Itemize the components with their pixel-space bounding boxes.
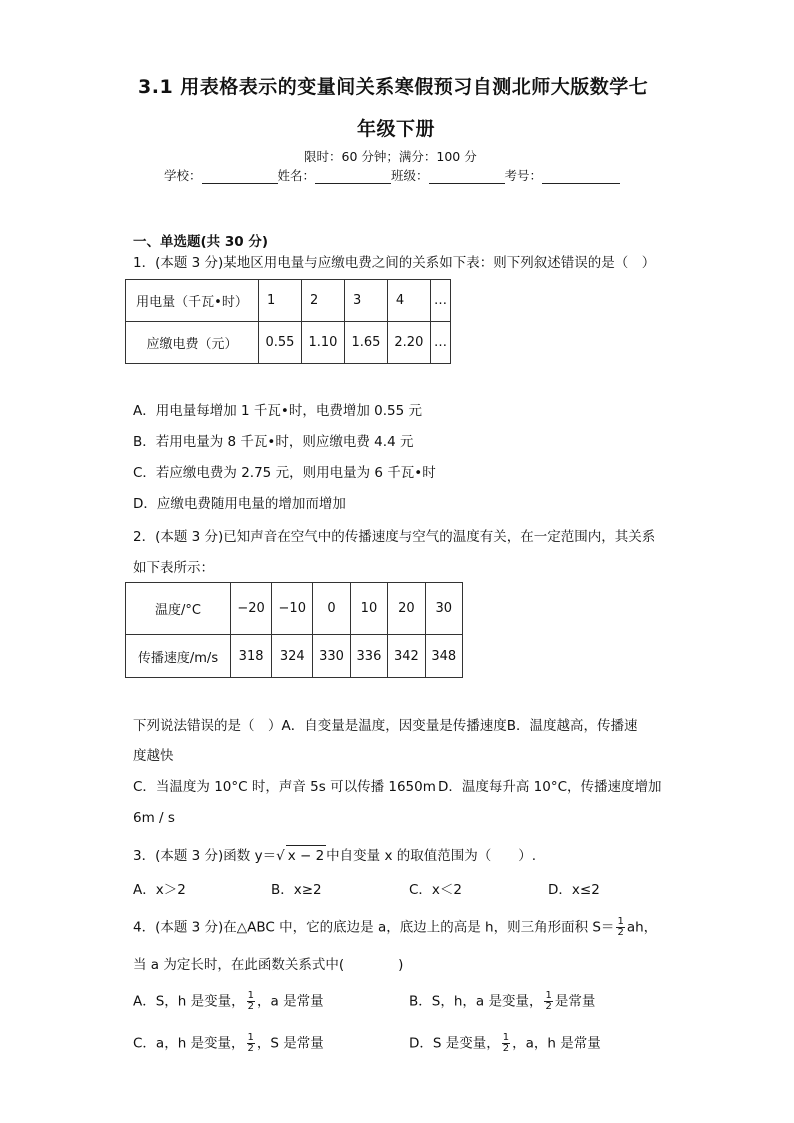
question-4-stem-text: 4．(本题 3 分)在△ABC 中，它的底边是 a，底边上的高是 h，则三角形面积 S＝ — [133, 919, 615, 936]
table-cell: 1.10 — [301, 322, 344, 364]
question-2-table — [125, 582, 463, 678]
table-cell: 324 — [272, 635, 313, 678]
question-3-option-a: A．x＞2 — [133, 882, 186, 898]
name-field[interactable] — [315, 169, 391, 184]
sqrt-icon: √ — [276, 848, 285, 864]
option-text: 是常量 — [554, 993, 596, 1010]
option-text: A．S，h 是变量， — [133, 993, 245, 1010]
student-info-line — [164, 166, 620, 184]
option-text: B．S，h，a 是变量， — [409, 993, 543, 1010]
question-2-option-d: D．温度每升高 10°C，传播速度增加 — [438, 779, 662, 795]
page-title-continued: 年级下册 — [357, 118, 436, 140]
table-cell: 应缴电费（元） — [126, 322, 259, 364]
number-field[interactable] — [542, 169, 620, 184]
question-1-table — [125, 279, 451, 364]
table-cell: −20 — [231, 583, 272, 635]
question-4-option-d — [409, 1033, 601, 1054]
table-cell: 2.20 — [387, 322, 430, 364]
table-cell: 1.65 — [344, 322, 387, 364]
fraction-half — [616, 917, 624, 938]
question-4-stem-continued: 当 a 为定长时，在此函数关系式中( ) — [133, 957, 404, 973]
table-cell: 30 — [425, 583, 462, 635]
table-cell: 用电量（千瓦•时） — [126, 280, 259, 322]
name-label: 姓名： — [277, 168, 316, 183]
radicand: x − 2 — [286, 845, 326, 866]
page-title: 3.1 用表格表示的变量间关系寒假预习自测北师大版数学七 — [138, 76, 649, 98]
class-label: 班级： — [391, 168, 429, 183]
fraction-numerator: 1 — [545, 990, 552, 1001]
question-2-option-d-continued: 6m / s — [133, 810, 175, 826]
fraction-numerator: 1 — [502, 1032, 510, 1043]
question-3-stem — [133, 845, 536, 866]
table-cell: 342 — [388, 635, 425, 678]
fraction-denominator: 2 — [247, 1043, 254, 1054]
table-cell: 330 — [313, 635, 350, 678]
class-field[interactable] — [429, 169, 505, 184]
option-text: ，S 是常量 — [256, 1035, 324, 1052]
table-cell: … — [430, 280, 450, 322]
question-3-option-c: C．x＜2 — [409, 882, 463, 898]
table-cell: 3 — [344, 280, 387, 322]
question-4-option-a — [133, 991, 324, 1012]
table-cell: 传播速度/m/s — [126, 635, 231, 678]
school-field[interactable] — [202, 169, 278, 184]
fraction-denominator: 2 — [617, 927, 624, 938]
fraction-half — [247, 1033, 255, 1054]
table-cell: 温度/°C — [126, 583, 231, 635]
fraction-numerator: 1 — [247, 990, 255, 1001]
question-3-option-b: B．x≥2 — [271, 882, 322, 898]
table-cell: 0 — [313, 583, 350, 635]
question-4-stem-tail: ah， — [626, 919, 658, 936]
question-2-stem-continued: 如下表所示： — [133, 560, 214, 576]
question-1-option-b: B．若用电量为 8 千瓦•时，则应缴电费 4.4 元 — [133, 434, 414, 450]
table-cell: −10 — [272, 583, 313, 635]
option-text: C．a，h 是变量， — [133, 1035, 245, 1052]
table-cell: 348 — [425, 635, 462, 678]
table-cell: 2 — [301, 280, 344, 322]
section-heading: 一、单选题(共 30 分) — [133, 234, 269, 250]
table-cell: 10 — [350, 583, 387, 635]
question-2-options-line: 度越快 — [133, 748, 174, 764]
fraction-denominator: 2 — [247, 1001, 255, 1012]
question-3-stem-text: 3．(本题 3 分)函数 y＝ — [133, 848, 277, 864]
question-4-option-b — [409, 991, 595, 1012]
number-label: 考号： — [504, 168, 543, 183]
fraction-half — [247, 991, 255, 1012]
option-text: ，a 是常量 — [257, 993, 324, 1010]
fraction-half — [544, 991, 552, 1012]
table-cell: … — [430, 322, 450, 364]
question-1-stem: 1．(本题 3 分)某地区用电量与应缴电费之间的关系如下表：则下列叙述错误的是（ ） — [133, 255, 656, 271]
question-4-stem — [133, 917, 657, 938]
table-cell: 318 — [231, 635, 272, 678]
fraction-denominator: 2 — [545, 1001, 552, 1012]
question-1-option-c: C．若应缴电费为 2.75 元，则用电量为 6 千瓦•时 — [133, 465, 436, 481]
question-2-option-c: C．当温度为 10°C 时，声音 5s 可以传播 1650m — [133, 779, 436, 795]
question-2-stem: 2．(本题 3 分)已知声音在空气中的传播速度与空气的温度有关，在一定范围内，其关系 — [133, 529, 656, 545]
question-3-stem-tail: 中自变量 x 的取值范围为（ ）. — [326, 848, 537, 864]
question-1-option-a: A．用电量每增加 1 千瓦•时，电费增加 0.55 元 — [133, 403, 423, 419]
table-cell: 20 — [388, 583, 425, 635]
option-text: ，a，h 是常量 — [512, 1035, 601, 1052]
question-4-option-c — [133, 1033, 324, 1054]
fraction-numerator: 1 — [247, 1032, 254, 1043]
table-cell: 336 — [350, 635, 387, 678]
school-label: 学校： — [164, 168, 202, 183]
table-cell: 4 — [387, 280, 430, 322]
fraction-denominator: 2 — [502, 1043, 510, 1054]
question-1-option-d: D．应缴电费随用电量的增加而增加 — [133, 496, 346, 512]
time-limit: 限时：60 分钟；满分：100 分 — [304, 149, 477, 164]
fraction-half — [502, 1033, 510, 1054]
table-cell: 0.55 — [259, 322, 302, 364]
question-2-options-line: 下列说法错误的是（ ）A．自变量是温度，因变量是传播速度B．温度越高，传播速 — [133, 718, 638, 734]
fraction-numerator: 1 — [617, 916, 624, 927]
question-3-option-d: D．x≤2 — [548, 882, 600, 898]
table-cell: 1 — [259, 280, 302, 322]
option-text: D．S 是变量， — [409, 1035, 500, 1052]
